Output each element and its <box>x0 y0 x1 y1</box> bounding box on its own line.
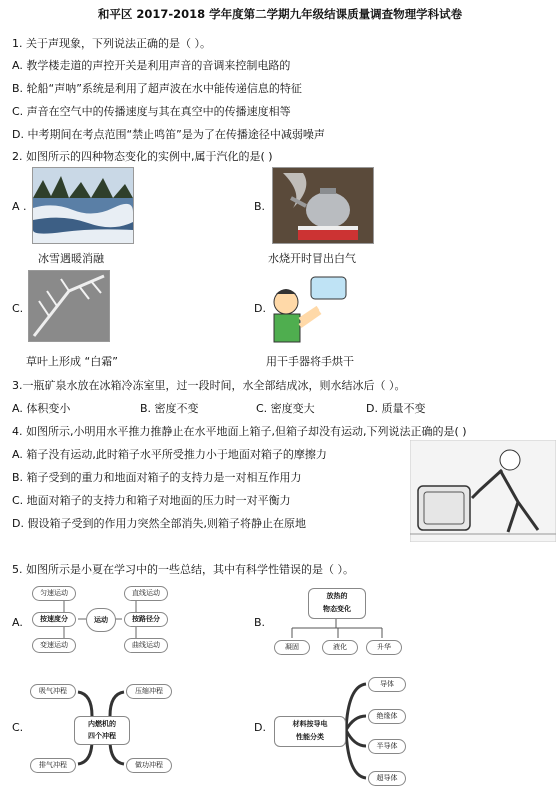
by-path-node: 按路径分 <box>124 612 168 627</box>
q1-option-a[interactable]: A. 教学楼走道的声控开关是利用声音的音调来控制电路的 <box>12 59 291 72</box>
exothermic-root-line2: 物态变化 <box>323 605 351 613</box>
variable-motion-node: 变速运动 <box>32 638 76 653</box>
by-speed-node: 按速度分 <box>32 612 76 627</box>
q4-stem: 4. 如图所示,小明用水平推力推静止在水平地面上箱子,但箱子却没有运动,下列说法正确的是( ) <box>12 425 467 438</box>
q4-option-c[interactable]: C. 地面对箱子的支持力和箱子对地面的压力时一对平衡力 <box>12 494 291 507</box>
exothermic-phase-change-diagram <box>262 584 414 662</box>
semiconductor-node: 半导体 <box>368 739 406 754</box>
boiling-kettle-photo <box>272 167 374 244</box>
uniform-motion-node: 匀速运动 <box>32 586 76 601</box>
exothermic-root-line1: 放热的 <box>326 592 348 600</box>
engine-center-node <box>74 716 130 745</box>
engine-center-line1: 内燃机的 <box>88 720 116 728</box>
material-root-node <box>274 716 346 747</box>
solidification-node: 凝固 <box>274 640 310 655</box>
material-conductivity-diagram <box>268 672 416 790</box>
superconductor-node: 超导体 <box>368 771 406 786</box>
q4-option-b[interactable]: B. 箱子受到的重力和地面对箱子的支持力是一对相互作用力 <box>12 471 302 484</box>
linear-motion-node: 直线运动 <box>124 586 168 601</box>
frost-grass-photo <box>28 270 110 342</box>
material-root-line2: 性能分类 <box>296 733 324 741</box>
q1-option-d[interactable]: D. 中考期间在考点范围“禁止鸣笛”是为了在传播途径中减弱噪声 <box>12 128 325 141</box>
power-stroke-node: 做功冲程 <box>126 758 172 773</box>
q1-stem: 1. 关于声现象，下列说法正确的是（ ）。 <box>12 37 211 50</box>
hand-dryer-illustration <box>266 272 350 344</box>
conductor-node: 导体 <box>368 677 406 692</box>
q1-option-b[interactable]: B. 轮船“声呐”系统是利用了超声波在水中能传递信息的特征 <box>12 82 302 95</box>
q3-option-c[interactable]: C. 密度变大 <box>256 402 315 415</box>
motion-center-node: 运动 <box>86 608 116 632</box>
q2-option-d-label[interactable]: D. <box>254 302 266 315</box>
q4-option-d[interactable]: D. 假设箱子受到的作用力突然全部消失,则箱子将静止在原地 <box>12 517 306 530</box>
q3-stem: 3.一瓶矿泉水放在冰箱冷冻室里，过一段时间，水全部结成冰，则水结冰后（ ）。 <box>12 379 406 392</box>
q3-option-a[interactable]: A. 体积变小 <box>12 402 71 415</box>
q2-option-b-label[interactable]: B. <box>254 200 266 213</box>
pushing-box-illustration <box>410 440 556 542</box>
intake-stroke-node: 吸气冲程 <box>30 684 76 699</box>
q5-option-d-label[interactable]: D. <box>254 721 266 734</box>
page-title: 和平区 2017-2018 学年度第二学期九年级结课质量调查物理学科试卷 <box>97 7 463 21</box>
material-root-line1: 材料按导电 <box>292 720 328 728</box>
q1-option-c[interactable]: C. 声音在空气中的传播速度与其在真空中的传播速度相等 <box>12 105 291 118</box>
melting-snow-photo <box>32 167 134 244</box>
q4-option-a[interactable]: A. 箱子没有运动,此时箱子水平所受推力小于地面对箱子的摩擦力 <box>12 448 327 461</box>
q2-stem: 2. 如图所示的四种物态变化的实例中,属于汽化的是( ) <box>12 150 273 163</box>
sublimation-node: 升华 <box>366 640 402 655</box>
q3-option-b[interactable]: B. 密度不变 <box>140 402 199 415</box>
curvilinear-motion-node: 曲线运动 <box>124 638 168 653</box>
compression-stroke-node: 压缩冲程 <box>126 684 172 699</box>
q2-caption-d: 用干手器将手烘干 <box>266 355 354 368</box>
q2-caption-b: 水烧开时冒出白气 <box>268 252 356 265</box>
exothermic-root-node <box>308 588 366 619</box>
engine-strokes-diagram <box>26 680 176 776</box>
q2-caption-a: 冰雪遇暖消融 <box>38 252 104 265</box>
q5-stem: 5. 如图所示是小夏在学习中的一些总结，其中有科学性错误的是（ ）。 <box>12 563 354 576</box>
q3-option-d[interactable]: D. 质量不变 <box>366 402 426 415</box>
exhaust-stroke-node: 排气冲程 <box>30 758 76 773</box>
q5-option-b-label[interactable]: B. <box>254 616 266 629</box>
q2-caption-c: 草叶上形成 “白霜” <box>26 355 118 368</box>
q5-option-c-label[interactable]: C. <box>12 721 24 734</box>
liquefaction-node: 液化 <box>322 640 358 655</box>
q5-option-a-label[interactable]: A. <box>12 616 23 629</box>
insulator-node: 绝缘体 <box>368 709 406 724</box>
motion-classification-diagram <box>24 582 176 656</box>
q2-option-c-label[interactable]: C. <box>12 302 24 315</box>
engine-center-line2: 四个冲程 <box>88 732 116 740</box>
q2-option-a-label[interactable]: A . <box>12 200 27 213</box>
